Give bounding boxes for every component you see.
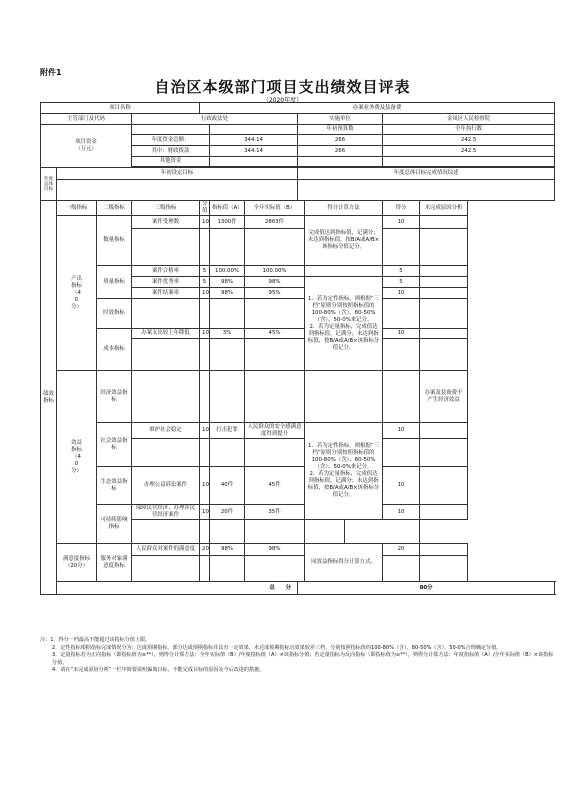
r9-got: 20: [383, 544, 420, 556]
r4-name: 案件结案率: [132, 288, 200, 299]
hdr-l3: 三级指标: [132, 201, 200, 216]
hdr-actual: 全年实际值（B）: [245, 201, 305, 216]
r2-name: 案件合格率: [132, 266, 200, 277]
attachment-label: 附件1: [40, 68, 62, 77]
method-satisfy: 同效益指标得分计算方式。: [305, 544, 383, 582]
l2-cost: 成本指标: [97, 329, 132, 371]
perf-indicator-label: 绩效指标: [41, 201, 57, 595]
r7-name: 办理公益诉讼案件: [132, 467, 200, 505]
r1-score: 10: [200, 216, 210, 229]
r8-target: 20件: [210, 505, 245, 520]
l2-service: 服务对象满意度指标: [97, 544, 132, 582]
r4-target: 98%: [210, 288, 245, 299]
r7-score: 10: [200, 467, 210, 505]
plan-target-header: 年初设定目标: [57, 168, 298, 180]
overall-target-label: 年度总体目标: [41, 168, 57, 201]
method-quantity: 完成值达到指标值，记满分；未达到指标值，按B/A或A/B×该指标分值记分。: [305, 216, 383, 266]
l2-quality: 质量指标: [97, 266, 132, 299]
total-fund-exec: 242.5: [383, 135, 555, 146]
fiscal-fund-budget: 266: [298, 146, 383, 157]
r4-got: 10: [383, 288, 420, 299]
col-year-budget: 年初预算数: [298, 125, 383, 135]
r4-score: 10: [200, 288, 210, 299]
r5-name: 办案支出较上年降低: [132, 329, 200, 339]
note-1: 注：1．得分一档最高不能超过该指标分值上限。: [40, 637, 151, 643]
project-name-label: 项目名称: [41, 103, 200, 114]
evaluation-table: [40, 102, 555, 595]
effect-indicator-label: 效益指标（40分）: [57, 371, 97, 544]
r1-actual: 2863件: [245, 216, 305, 229]
fiscal-fund-exec: 242.5: [383, 146, 555, 157]
hdr-target: 指标值（A）: [210, 201, 245, 216]
hdr-l2: 二级指标: [97, 201, 132, 216]
impl-value: 金凤区人民检察院: [383, 114, 555, 125]
dept-label: 主管部门及代码: [41, 114, 132, 125]
hdr-reason: 未完成原因分析: [420, 201, 468, 216]
total-fund-label: 年度资金总额：: [132, 135, 210, 146]
r6-target: 打击犯罪: [210, 423, 245, 439]
method-effect: 1．若为定性指标，则根据“三档”原则分别按照指标值的100-80%（含）、80-50%（含）、50-0%来记分。 2．若为定量指标，完成值达到指标值，记满分；未达到指标值，按B/A或A/B×该指标分值记分。: [305, 423, 383, 520]
r7-actual: 45件: [245, 467, 305, 505]
notes: [40, 637, 554, 675]
l2-eco: 生态效益指标: [97, 467, 132, 505]
l2-econ: 经济效益指标: [97, 371, 132, 423]
r6-name: 维护社会稳定: [132, 423, 200, 439]
l2-sustain: 可持续影响指标: [97, 505, 132, 544]
r9-score: 20: [200, 544, 210, 556]
overall-done-header: 年度总体目标完成情况综述: [298, 168, 555, 180]
r5-target: 3%: [210, 329, 245, 339]
r5-score: 10: [200, 329, 210, 339]
year-label: （2020年度）: [262, 97, 303, 104]
r6-actual: 人民群众的安全感满意度得到提升: [245, 423, 305, 439]
r4-actual: 95%: [245, 288, 305, 299]
hdr-method: 得分计算方法: [305, 201, 383, 216]
r2-got: 5: [383, 266, 420, 277]
fiscal-fund-label: 其中：财政拨款: [132, 146, 210, 157]
satisfy-indicator-label: 满意度指标（20分）: [57, 544, 97, 582]
hdr-l1: 一级指标: [57, 201, 97, 216]
r5-got: 10: [383, 329, 420, 339]
r8-score: 10: [200, 505, 210, 520]
r9-name: 人民群众对案件的满意度: [132, 544, 200, 556]
note-2: 2．定性指标根据指标完成情况分为：达成预期指标、部分达成预期指标并具有一定效果、未达成预期指标且效果较差三档，分别按照指标值的100-80%（含）、80-50%（含）、50-0%合理确定分值。: [52, 644, 502, 651]
fiscal-fund-start: 344.14: [210, 146, 298, 157]
r6-score: 10: [200, 423, 210, 439]
r2-target: 100.00%: [210, 266, 245, 277]
note-4: 4．请在“未完成原因分析”一栏中简要说明偏离目标、不能完成目标的原因及今后改进的措施。: [52, 667, 265, 674]
r3-actual: 98%: [245, 277, 305, 288]
total-value: 80分: [298, 582, 555, 595]
r3-target: 98%: [210, 277, 245, 288]
output-indicator-label: 产出指标（40分）: [57, 216, 97, 371]
dept-value: 行政政法处: [132, 114, 298, 125]
project-name-value: 办案业务费及装备费: [200, 103, 555, 114]
r8-got: 10: [383, 505, 420, 520]
hdr-got: 得分: [383, 201, 420, 216]
fund-label: 项目资金 （万元）: [41, 125, 132, 168]
col-year-exec: 全年执行数: [383, 125, 555, 135]
r6-got: 10: [383, 423, 420, 439]
l2-quantity: 数量指标: [97, 216, 132, 266]
reason-econ: 办案及装备费不产生经济效益: [420, 371, 468, 423]
impl-label: 实施单位: [298, 114, 383, 125]
other-fund-label: 其他资金: [132, 157, 210, 167]
r7-target: 40件: [210, 467, 245, 505]
method-quality: 1．若为定性指标，则根据“三档”原则分别按照指标值的100-80%（含）、80-50%（含）、50-0%来记分。 2．若为定量指标，完成值达到指标值，记满分；未达到指标值，按B/A或A/B×该指标分值记分。: [305, 277, 383, 371]
note-3: 3．定量指标若为正向指标（即指标值为≥**），则得分计算方法：全年实际值（B）/年度指标值（A）×该指标分值；若定量指标为反向指标（即指标值为≤**），则得分计算方法：年度指标值（A）/全年实际值（B）×该指标分值。: [52, 652, 554, 666]
r3-got: 5: [383, 277, 420, 288]
page-title: 自治区本级部门项目支出绩效目评表: [154, 78, 411, 96]
l2-social: 社会效益指标: [97, 423, 132, 467]
r1-got: 10: [383, 216, 420, 229]
r1-target: 1300件: [210, 216, 245, 229]
r3-name: 案件优秀率: [132, 277, 200, 288]
r2-score: 5: [200, 266, 210, 277]
r9-target: 98%: [210, 544, 245, 556]
l2-time: 时效指标: [97, 299, 132, 329]
r5-actual: 45%: [245, 329, 305, 339]
r8-name: 保障民营经济、办理涉民营经济案件: [132, 505, 200, 520]
r7-got: 10: [383, 467, 420, 505]
r2-actual: 100.00%: [245, 266, 305, 277]
total-label: 总 分: [57, 582, 298, 595]
hdr-score: 分值: [200, 201, 210, 216]
r9-actual: 98%: [245, 544, 305, 556]
r1-name: 案件受理数: [132, 216, 200, 229]
total-fund-budget: 266: [298, 135, 383, 146]
total-fund-start: 344.14: [210, 135, 298, 146]
r3-score: 5: [200, 277, 210, 288]
r8-actual: 35件: [245, 505, 305, 520]
